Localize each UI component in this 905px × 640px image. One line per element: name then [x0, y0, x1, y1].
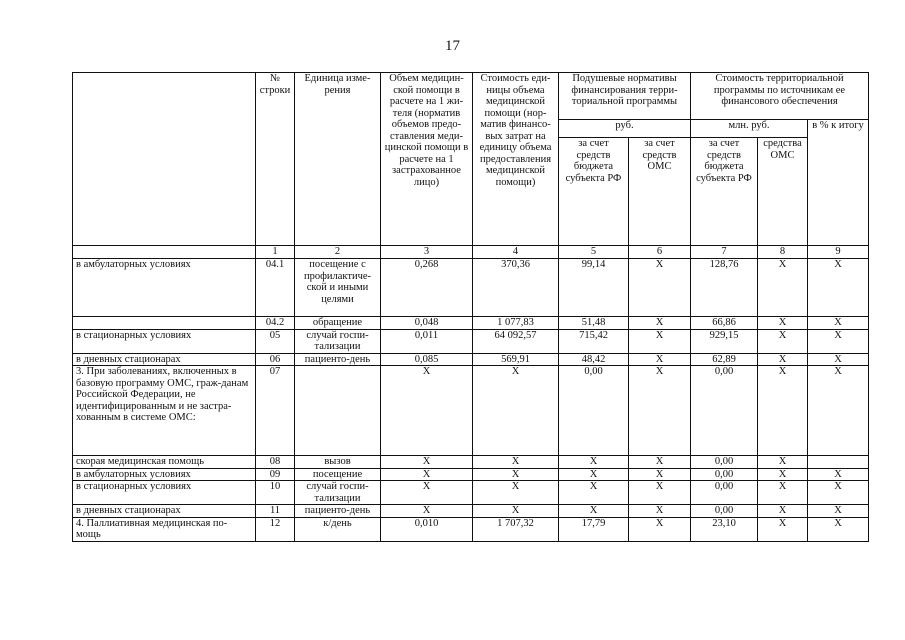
row-unit: случай госпи-тализации: [295, 329, 381, 353]
row-cost-budget: 66,86: [691, 317, 758, 330]
header-blank-cell: [73, 73, 256, 246]
row-cost-unit: 1 077,83: [473, 317, 559, 330]
row-cost-budget: 128,76: [691, 259, 758, 317]
row-unit: обращение: [295, 317, 381, 330]
row-cost-unit: X: [473, 456, 559, 469]
row-cost-percent: X: [808, 505, 869, 518]
row-number: 04.1: [256, 259, 295, 317]
row-volume: X: [381, 468, 473, 481]
row-volume: 0,085: [381, 353, 473, 366]
header-row-no: № строки: [256, 73, 295, 246]
column-number: 3: [381, 246, 473, 259]
row-per-capita-oms: X: [629, 456, 691, 469]
column-number-blank: [73, 246, 256, 259]
header-per-capita: Подушевые нормативы финансирования терри-ториальной программы: [559, 73, 691, 120]
header-cost-budget: за счет средств бюджета субъекта РФ: [691, 138, 758, 246]
row-volume: 0,010: [381, 517, 473, 541]
row-per-capita-budget: 0,00: [559, 366, 629, 456]
row-volume: X: [381, 505, 473, 518]
row-per-capita-oms: X: [629, 317, 691, 330]
row-cost-unit: X: [473, 481, 559, 505]
header-per-capita-oms: за счет средств ОМС: [629, 138, 691, 246]
column-number: 5: [559, 246, 629, 259]
row-per-capita-oms: X: [629, 481, 691, 505]
row-number: 10: [256, 481, 295, 505]
row-cost-percent: X: [808, 353, 869, 366]
row-volume: X: [381, 366, 473, 456]
row-cost-unit: 569,91: [473, 353, 559, 366]
page-number: 17: [445, 38, 460, 54]
row-unit: случай госпи-тализации: [295, 481, 381, 505]
row-volume: 0,011: [381, 329, 473, 353]
table-row: [73, 317, 869, 330]
row-number: 09: [256, 468, 295, 481]
row-number: 12: [256, 517, 295, 541]
row-name: скорая медицинская помощь: [73, 456, 256, 469]
row-cost-unit: X: [473, 366, 559, 456]
table-body: [73, 259, 869, 542]
row-cost-percent: X: [808, 317, 869, 330]
column-number: 6: [629, 246, 691, 259]
table-row: [73, 481, 869, 505]
row-cost-unit: 370,36: [473, 259, 559, 317]
header-cost-oms: средства ОМС: [758, 138, 808, 246]
row-per-capita-budget: 51,48: [559, 317, 629, 330]
row-cost-budget: 23,10: [691, 517, 758, 541]
header-cost-program: Стоимость территориальной программы по источникам ее финансового обеспечения: [691, 73, 869, 120]
row-cost-percent: X: [808, 259, 869, 317]
header-cost-unit: Стоимость еди-ницы объема медицинской помощи (нор-матив финансо-вых затрат на единицу объема предоставления медицинской помощи): [473, 73, 559, 246]
row-unit: пациенто-день: [295, 353, 381, 366]
row-name: в амбулаторных условиях: [73, 468, 256, 481]
row-name: в стационарных условиях: [73, 329, 256, 353]
column-number-row: [73, 246, 869, 259]
row-cost-percent: [808, 456, 869, 469]
row-cost-percent: X: [808, 468, 869, 481]
row-cost-oms: X: [758, 353, 808, 366]
row-per-capita-budget: 715,42: [559, 329, 629, 353]
header-unit: Единица изме-рения: [295, 73, 381, 246]
row-per-capita-budget: X: [559, 481, 629, 505]
row-per-capita-oms: X: [629, 468, 691, 481]
header-per-capita-unit: руб.: [559, 120, 691, 138]
row-unit: посещение: [295, 468, 381, 481]
row-name: в амбулаторных условиях: [73, 259, 256, 317]
table-row: [73, 329, 869, 353]
row-unit: пациенто-день: [295, 505, 381, 518]
row-per-capita-budget: 99,14: [559, 259, 629, 317]
row-number: 11: [256, 505, 295, 518]
row-cost-unit: 64 092,57: [473, 329, 559, 353]
row-cost-budget: 929,15: [691, 329, 758, 353]
row-cost-oms: X: [758, 317, 808, 330]
row-name: в дневных стационарах: [73, 353, 256, 366]
row-volume: 0,048: [381, 317, 473, 330]
table-row: [73, 456, 869, 469]
row-unit: [295, 366, 381, 456]
header-cost-unit-mln: млн. руб.: [691, 120, 808, 138]
row-cost-unit: 1 707,32: [473, 517, 559, 541]
row-cost-budget: 0,00: [691, 468, 758, 481]
row-cost-budget: 0,00: [691, 505, 758, 518]
header-cost-percent: в % к итогу: [808, 120, 869, 246]
table-row: [73, 353, 869, 366]
row-cost-oms: X: [758, 505, 808, 518]
row-cost-percent: X: [808, 481, 869, 505]
row-cost-budget: 0,00: [691, 481, 758, 505]
row-cost-oms: X: [758, 481, 808, 505]
row-number: 07: [256, 366, 295, 456]
row-cost-percent: X: [808, 366, 869, 456]
row-unit: вызов: [295, 456, 381, 469]
row-per-capita-oms: X: [629, 329, 691, 353]
column-number: 8: [758, 246, 808, 259]
row-per-capita-budget: X: [559, 505, 629, 518]
header-per-capita-budget: за счет средств бюджета субъекта РФ: [559, 138, 629, 246]
row-cost-budget: 0,00: [691, 366, 758, 456]
row-per-capita-oms: X: [629, 366, 691, 456]
row-cost-budget: 62,89: [691, 353, 758, 366]
row-number: 06: [256, 353, 295, 366]
row-volume: X: [381, 456, 473, 469]
row-per-capita-budget: X: [559, 456, 629, 469]
row-per-capita-budget: 17,79: [559, 517, 629, 541]
row-name: 4. Паллиативная медицинская по-мощь: [73, 517, 256, 541]
column-number: 1: [256, 246, 295, 259]
row-per-capita-budget: X: [559, 468, 629, 481]
row-cost-oms: X: [758, 468, 808, 481]
row-cost-oms: X: [758, 259, 808, 317]
row-per-capita-oms: X: [629, 517, 691, 541]
row-unit: к/день: [295, 517, 381, 541]
row-cost-oms: X: [758, 366, 808, 456]
row-number: 05: [256, 329, 295, 353]
row-per-capita-oms: X: [629, 505, 691, 518]
row-cost-oms: X: [758, 456, 808, 469]
row-cost-percent: X: [808, 517, 869, 541]
row-cost-oms: X: [758, 517, 808, 541]
row-volume: 0,268: [381, 259, 473, 317]
row-per-capita-oms: X: [629, 353, 691, 366]
header-volume: Объем медицин-ской помощи в расчете на 1 жи-теля (норматив объемов предо-ставления меди-цинской помощи в расчете на 1 застрахованное лицо): [381, 73, 473, 246]
row-name: в стационарных условиях: [73, 481, 256, 505]
column-number: 7: [691, 246, 758, 259]
row-cost-budget: 0,00: [691, 456, 758, 469]
table-row: [73, 366, 869, 456]
row-name: [73, 317, 256, 330]
row-volume: X: [381, 481, 473, 505]
row-cost-unit: X: [473, 505, 559, 518]
row-per-capita-oms: X: [629, 259, 691, 317]
row-per-capita-budget: 48,42: [559, 353, 629, 366]
row-cost-oms: X: [758, 329, 808, 353]
column-number: 9: [808, 246, 869, 259]
row-name: в дневных стационарах: [73, 505, 256, 518]
table-row: [73, 517, 869, 541]
column-number: 4: [473, 246, 559, 259]
financing-table: [72, 72, 869, 542]
row-number: 08: [256, 456, 295, 469]
row-number: 04.2: [256, 317, 295, 330]
table-row: [73, 259, 869, 317]
table-row: [73, 505, 869, 518]
column-number: 2: [295, 246, 381, 259]
row-unit: посещение с профилактиче-ской и иными целями: [295, 259, 381, 317]
row-name: 3. При заболеваниях, включенных в базовую программу ОМС, граж-данам Российской Федерации, не идентифицированным и не застра-хованным в системе ОМС:: [73, 366, 256, 456]
table-row: [73, 468, 869, 481]
header-row-1: [73, 73, 869, 120]
row-cost-unit: X: [473, 468, 559, 481]
row-cost-percent: X: [808, 329, 869, 353]
